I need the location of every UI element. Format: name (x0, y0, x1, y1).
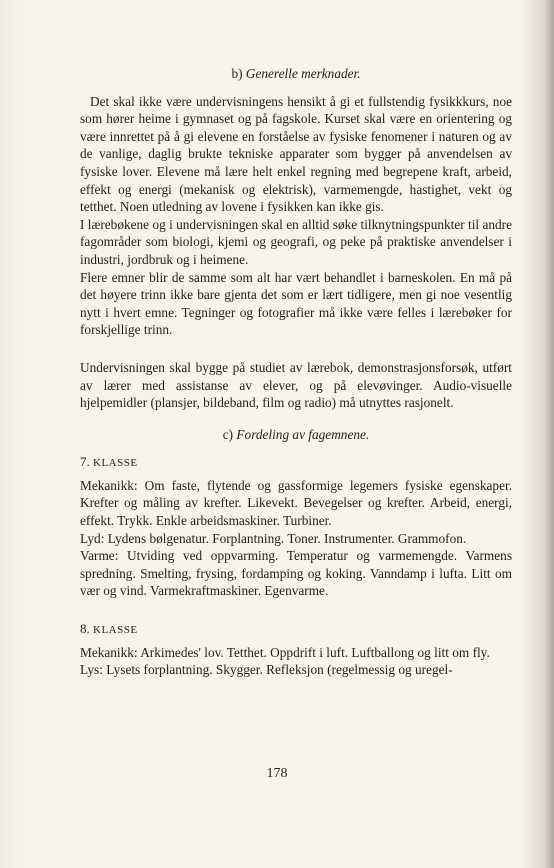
klasse-8-lys: Lys: Lysets forplantning. Skygger. Refleksjon (regelmessig og uregel- (80, 662, 453, 678)
page-edge-shadow (544, 0, 554, 868)
section-b-heading (80, 65, 512, 83)
klasse-7-mekanikk: Mekanikk: Om faste, flytende og gassformige legemers fysiske egenskaper. Krefter og måling av krefter. Likevekt. Bevegelser og krefter. Arbeid, energi, effekt. Trykk. Enkle arbeidsmaskiner. Turbiner. (80, 477, 512, 529)
klasse-8-mekanikk: Mekanikk: Arkimedes' lov. Tetthet. Oppdrift i luft. Luftballong og litt om fly. (80, 644, 490, 660)
klasse-8-heading (80, 620, 512, 640)
page-content (80, 65, 512, 679)
klasse-7-number: 7. (80, 454, 90, 470)
page-number: 178 (266, 766, 288, 781)
klasse-7-label: KLASSE (93, 457, 138, 470)
paragraph-4: Undervisningen skal bygge på studiet av lærebok, demonstrasjonsforsøk, utført av lærer med assistanse av elever, og på elevøvinger. Audio-visuelle hjelpemidler (plansjer, bildeband, film og radio) må utnyttes rasjonelt. (80, 359, 512, 411)
paragraph-2: I lærebøkene og i undervisningen skal en alltid søke tilknytningspunkter til andre fagområder som biologi, kjemi og geografi, og peke på praktiske anvendelser i industri, jordbruk og i heimene. (80, 216, 512, 267)
klasse-7-heading (80, 453, 512, 473)
section-c-heading (80, 426, 512, 444)
section-c-title: Fordeling av fagemnene. (236, 426, 370, 442)
klasse-8-number: 8. (80, 621, 90, 637)
section-b-title: Generelle merknader. (245, 66, 361, 81)
paragraph-1: Det skal ikke være undervisningens hensikt å gi et fullstendig fysikkkurs, noe som hører heime i gymnaset og på fagskole. Kurset skal være en orientering og være innrettet på å gi elevene en forståelse av fysiske fenomener i naturen og av de vanlige, daglig brukte tekniske apparater som bygger på anvendelsen av fysiske lover. Elevene må lære helt enkel regning med begrepene kraft, arbeid, effekt og energi (mekanisk og elektrisk), varmemengde, hastighet, vekt og tetthet. Noen utledning av lovene i fysikken kan ikke gis. (80, 93, 512, 215)
klasse-7-lyd: Lyd: Lydens bølgenatur. Forplantning. Toner. Instrumenter. Grammofon. (80, 530, 467, 546)
klasse-7-varme: Varme: Utviding ved oppvarming. Temperatur og varmemengde. Varmens spredning. Smelting, frysing, fordamping og koking. Vanndamp i lufta. Litt om vær og vind. Varmekraftmaskiner. Egenvarme. (80, 548, 512, 599)
section-c-prefix: c) (222, 426, 234, 442)
klasse-8-label: KLASSE (93, 624, 138, 637)
section-b-prefix: b) (231, 66, 243, 81)
paragraph-3: Flere emner blir de samme som alt har vært behandlet i barneskolen. En må på det høyere trinn ikke bare gjenta det som er lært tidligere, men gi noe vesentlig nytt i hvert emne. Tegninger og fotografier må ikke være felles i lærebøker for forskjellige trinn. (80, 269, 512, 338)
